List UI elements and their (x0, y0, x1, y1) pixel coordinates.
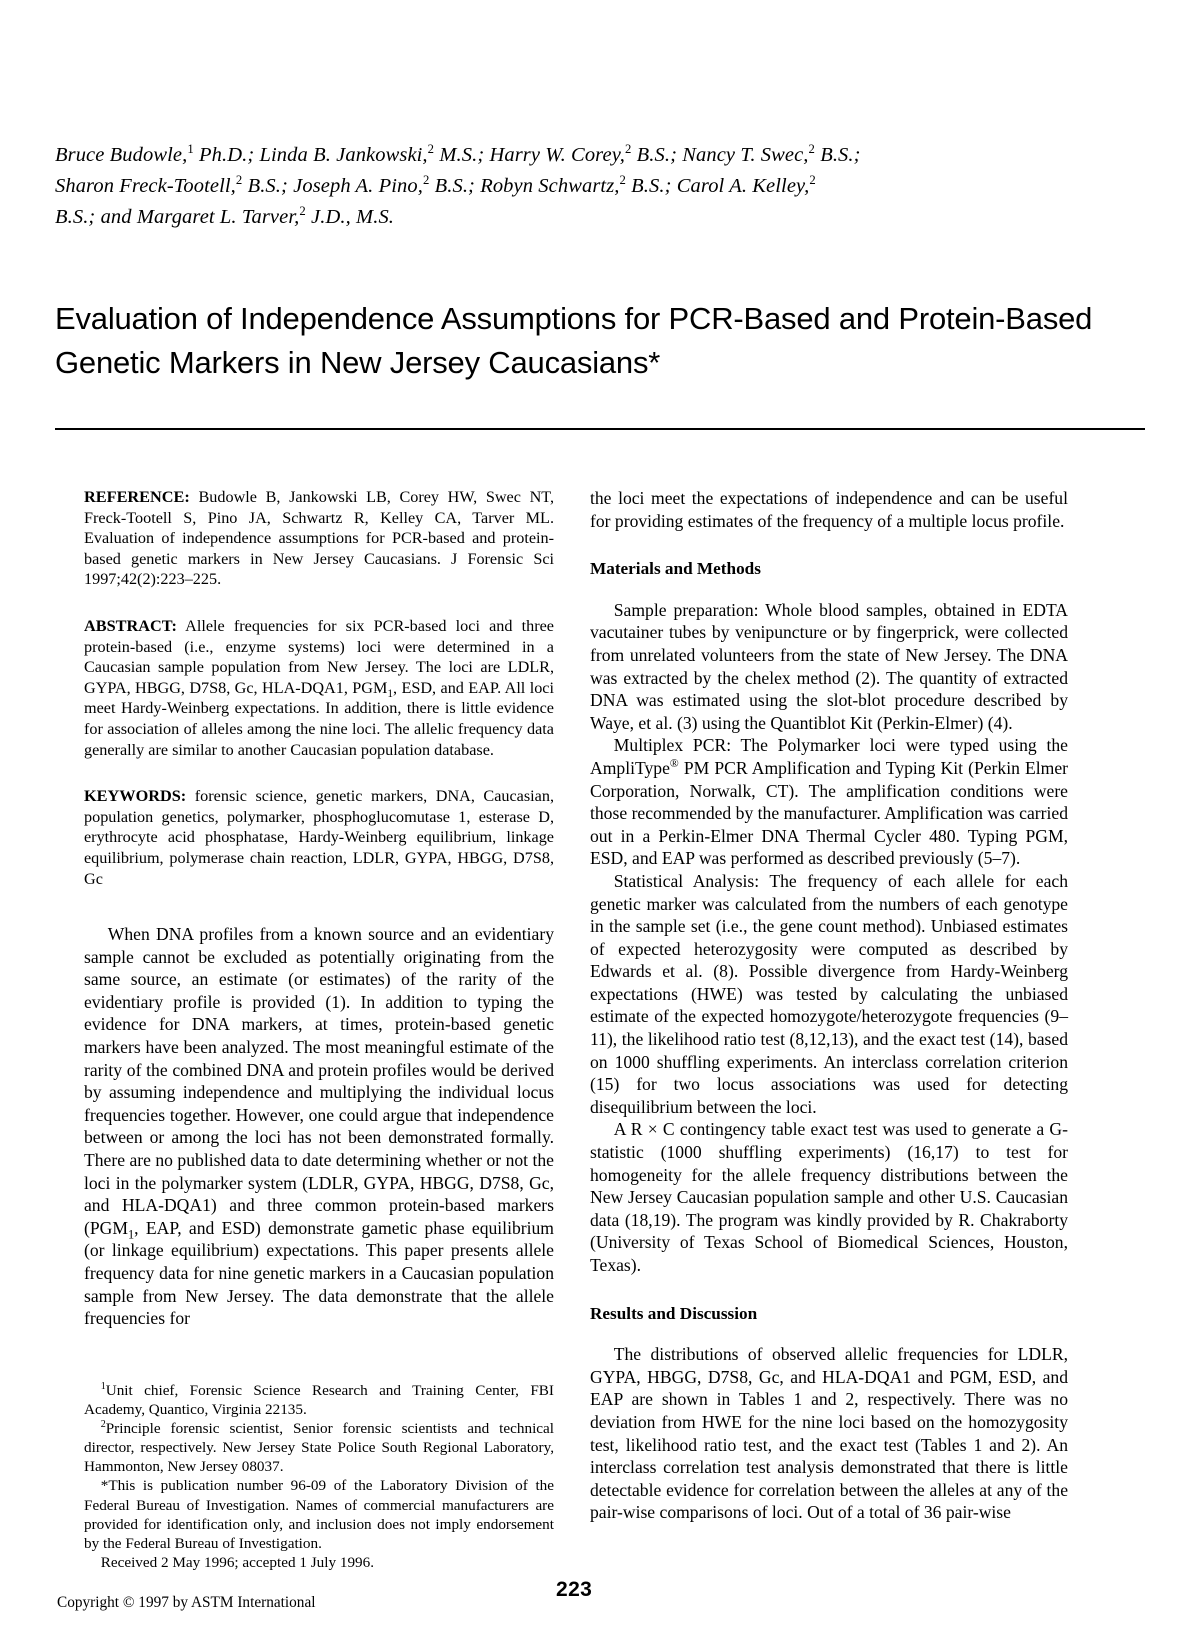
byline-line-2 (55, 175, 816, 197)
carryover-paragraph: the loci meet the expectations of independence and can be useful for providing estimates of the frequency of a multiple locus profile. (590, 488, 1068, 531)
spacer (84, 889, 554, 923)
heading-results-and-discussion: Results and Discussion (590, 1303, 758, 1323)
left-column (84, 487, 554, 1330)
page-title: Evaluation of Independence Assumptions for PCR-Based and Protein-Based Genetic Markers in New Jersey Caucasians* (55, 300, 1093, 380)
affiliation-marker: 2 (422, 173, 430, 188)
affiliation-marker: 2 (235, 173, 243, 188)
footnote-2-text: Principle forensic scientist, Senior forensic scientists and technical director, respectively. New Jersey State Police South Regional Laboratory, Hammonton, New Jersey 08037. (84, 1420, 554, 1476)
paragraph-results: The distributions of observed allelic frequencies for LDLR, GYPA, HBGG, D7S8, Gc, and HLA-DQA1 and PGM, ESD, and EAP are shown in Tables 1 and 2, respectively. There was no deviation from HWE for the nine loci based on the homozygosity test, likelihood ratio test, and the exact test (Tables 1 and 2). An interclass correlation test analysis demonstrated that there is little detectable evidence for correlation between the alleles at any of the pair-wise comparisons of loci. Out of a total of 36 pair-wise (590, 1344, 1068, 1523)
footnote-3 (84, 1476, 554, 1552)
author-name: B.S.; Joseph A. Pino, (242, 175, 423, 197)
footnotes-block (84, 1381, 554, 1572)
footnote-received: Received 2 May 1996; accepted 1 July 1996. (100, 1553, 375, 1571)
pgm-subscript: 1 (387, 687, 394, 700)
author-name: B.S.; Carol A. Kelley, (625, 175, 810, 197)
author-name: M.S.; Harry W. Corey, (434, 144, 625, 166)
footnote-3-text: This is publication number 96-09 of the Laboratory Division of the Federal Bureau of Investigation. Names of commercial manufacturers are provided for identification only, and inclusion does not imply endorsement by the Federal Bureau of Investigation. (84, 1477, 554, 1552)
abstract-block (84, 616, 554, 760)
keywords-label: KEYWORDS: (84, 786, 187, 806)
footnote-2 (84, 1419, 554, 1476)
right-column (590, 487, 1068, 1524)
abstract-text-part2: , ESD, and EAP. All loci meet Hardy-Weinberg expectations. In addition, there is little evidence for association of alleles among the nine loci. The allelic frequency data generally are similar to another Caucasian population database. (84, 678, 554, 759)
affiliation-marker: 2 (619, 173, 626, 188)
multiplex-part1: Multiplex PCR: The Polymarker loci were typed using the AmpliType (590, 735, 1068, 778)
footnote-marker: 1 (100, 1380, 106, 1392)
footnote-marker: * (100, 1477, 109, 1495)
copyright-notice: Copyright © 1997 by ASTM International (57, 1594, 316, 1611)
author-name: Ph.D.; Linda B. Jankowski, (193, 144, 428, 166)
spacer (84, 590, 554, 616)
author-name: Bruce Budowle, (55, 144, 188, 166)
footnote-marker: 2 (100, 1419, 106, 1431)
abstract-label: ABSTRACT: (84, 615, 177, 635)
author-name: J.D., M.S. (305, 206, 395, 228)
paragraph-sample-preparation: Sample preparation: Whole blood samples, obtained in EDTA vacutainer tubes by venipuncture or by fingerprick, were collected from unrelated volunteers from the state of New Jersey. The DNA was extracted by the chelex method (2). The quantity of extracted DNA was estimated using the slot-blot procedure described by Waye, et al. (3) using the Quantiblot Kit (Perkin-Elmer) (4). (590, 599, 1068, 733)
paragraph-contingency-test: A R × C contingency table exact test was used to generate a G-statistic (1000 shuffling experiments) (16,17) to test for homogeneity for the allele frequency distributions between the New Jersey Caucasian population sample and other U.S. Caucasian data (18,19). The program was kindly provided by R. Chakraborty (University of Texas School of Biomedical Sciences, Houston, Texas). (590, 1119, 1068, 1275)
author-name: B.S.; and Margaret L. Tarver, (55, 206, 300, 228)
reference-block (84, 487, 554, 590)
affiliation-marker: 2 (625, 142, 632, 157)
registered-trademark-icon: ® (669, 757, 679, 771)
author-name: B.S.; (814, 144, 861, 166)
title-divider (55, 428, 1145, 430)
spacer (590, 1277, 1068, 1303)
multiplex-part2: PM PCR Amplification and Typing Kit (Perkin Elmer Corporation, Norwalk, CT). The amplification conditions were those recommended by the manufacturer. Amplification was carried out in a Perkin-Elmer DNA Thermal Cycler 480. Typing PGM, ESD, and EAP was performed as described previously (5–7). (590, 757, 1068, 869)
author-name: B.S.; Nancy T. Swec, (631, 144, 809, 166)
affiliation-marker: 2 (427, 142, 435, 157)
intro-part2: , EAP, and ESD) demonstrate gametic phase equilibrium (or linkage equilibrium) expectations. This paper presents allele frequency data for nine genetic markers in a Caucasian population sample from New Jersey. The data demonstrate that the allele frequencies for (84, 1217, 554, 1329)
spacer (590, 532, 1068, 558)
author-name: Sharon Freck-Tootell, (55, 175, 236, 197)
keywords-block (84, 786, 554, 889)
pgm-subscript: 1 (128, 1227, 135, 1242)
spacer (590, 581, 1068, 599)
byline-line-3 (55, 206, 394, 228)
paragraph-multiplex-pcr (590, 734, 1068, 870)
intro-part1: When DNA profiles from a known source and an evidentiary sample cannot be excluded as potentially originating from the same source, an estimate (or estimates) of the rarity of the evidentiary profile is provided (1). In addition to typing the evidence for DNA markers, at times, protein-based genetic markers have been analyzed. The most meaningful estimate of the rarity of the combined DNA and protein profiles would be derived by assuming independence and multiplying the individual locus frequencies together. However, one could argue that independence between or among the loci has not been demonstrated formally. There are no published data to date determining whether or not the loci in the polymarker system (LDLR, GYPA, HBGG, D7S8, Gc, and HLA-DQA1) and three common protein-based markers (PGM (84, 924, 554, 1238)
footnote-1 (84, 1381, 554, 1419)
intro-paragraph (84, 923, 554, 1330)
affiliation-marker: 2 (808, 142, 815, 157)
heading-materials-and-methods: Materials and Methods (590, 559, 761, 579)
spacer (84, 760, 554, 786)
affiliation-marker: 1 (187, 142, 194, 157)
spacer (590, 1325, 1068, 1343)
abstract-text-part1: Allele frequencies for six PCR-based loci and three protein-based (i.e., enzyme systems) loci were determined in a Caucasian sample population from New Jersey. The loci are LDLR, GYPA, HBGG, D7S8, Gc, HLA-DQA1, PGM (84, 616, 554, 697)
reference-text: Budowle B, Jankowski LB, Corey HW, Swec NT, Freck-Tootell S, Pino JA, Schwartz R, Kelley CA, Tarver ML. Evaluation of independence assumptions for PCR-based and protein-based genetic markers in New Jersey Caucasians. J Forensic Sci 1997;42(2):223–225. (84, 488, 554, 589)
affiliation-marker: 2 (809, 173, 816, 188)
paragraph-statistical-analysis: Statistical Analysis: The frequency of each allele for each genetic marker was calculated from the numbers of each genotype in the sample set (i.e., the gene count method). Unbiased estimates of expected heterozygosity were computed as described by Edwards et al. (8). Possible divergence from Hardy-Weinberg expectations (HWE) was tested by calculating the unbiased estimate of the expected homozygote/heterozygote frequencies (9–11), the likelihood ratio test (8,12,13), and the exact test (14), based on 1000 shuffling experiments. An interclass correlation criterion (15) for two locus associations was used for detecting disequilibrium between the loci. (590, 870, 1068, 1117)
page-number: 223 (556, 1578, 593, 1601)
footnote-1-text: Unit chief, Forensic Science Research and Training Center, FBI Academy, Quantico, Virginia 22135. (84, 1382, 554, 1419)
affiliation-marker: 2 (299, 204, 306, 219)
reference-label: REFERENCE: (84, 487, 190, 506)
author-name: B.S.; Robyn Schwartz, (429, 175, 620, 197)
author-byline (55, 140, 1150, 233)
keywords-text: forensic science, genetic markers, DNA, Caucasian, population genetics, polymarker, phosphoglucomutase 1, esterase D, erythrocyte acid phosphatase, Hardy-Weinberg equilibrium, linkage equilibrium, polymerase chain reaction, LDLR, GYPA, HBGG, D7S8, Gc (84, 787, 554, 888)
byline-line-1 (55, 144, 861, 166)
